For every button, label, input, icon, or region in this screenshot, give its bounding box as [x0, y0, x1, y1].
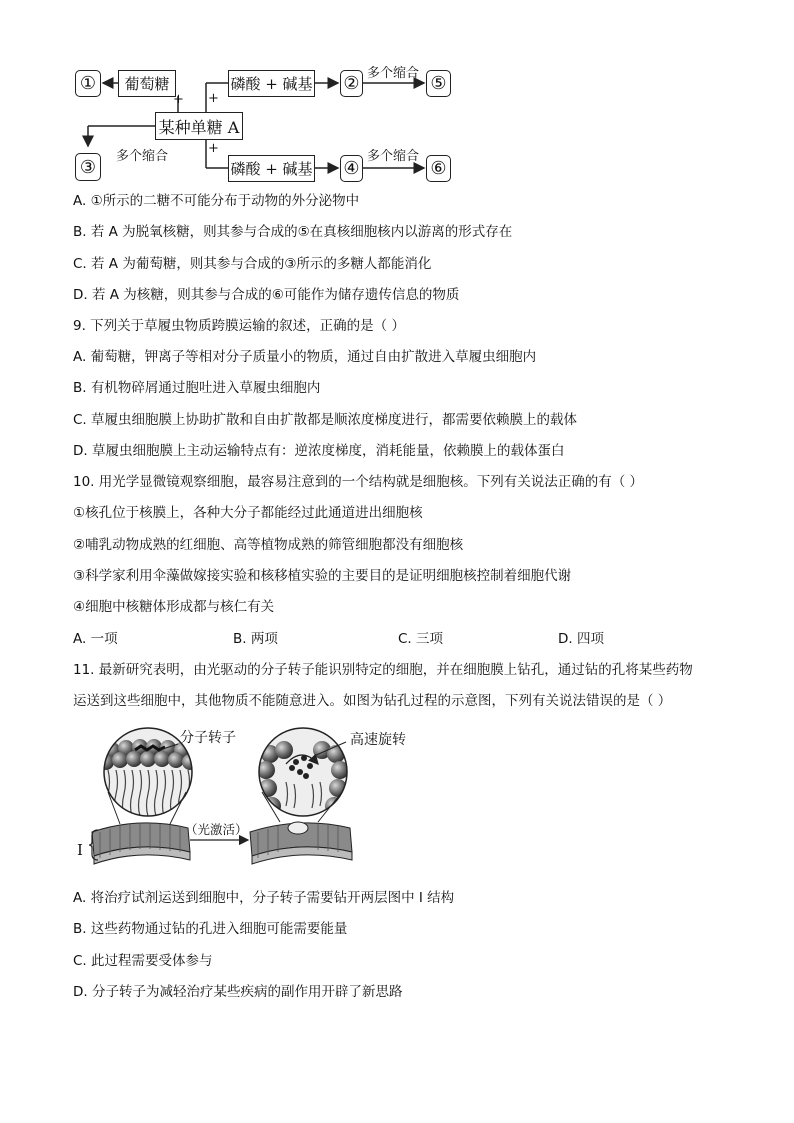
product-4: ④ — [340, 155, 363, 182]
q8-option-b: B. 若 A 为脱氧核糖，则其参与合成的⑤在真核细胞核内以游离的形式存在 — [73, 224, 513, 240]
q10-statement-3: ③科学家利用伞藻做嫁接实验和核移植实验的主要目的是证明细胞核控制着细胞代谢 — [73, 568, 572, 584]
sugar-a-box: 某种单糖 A — [155, 112, 243, 140]
label-structure-i: I — [77, 841, 83, 859]
q10-option-b: B. 两项 — [233, 631, 278, 647]
plus-sign: + — [208, 91, 219, 106]
glucose-box: 葡萄糖 — [118, 70, 176, 97]
q11-option-b: B. 这些药物通过钻的孔进入细胞可能需要能量 — [73, 921, 348, 937]
q10-statement-4: ④细胞中核糖体形成都与核仁有关 — [73, 599, 275, 615]
q9-option-c: C. 草履虫细胞膜上协助扩散和自由扩散都是顺浓度梯度进行，都需要依赖膜上的载体 — [73, 412, 578, 428]
condense-label-top: 多个缩合 — [367, 66, 420, 81]
label-molecular-rotor: 分子转子 — [180, 730, 236, 746]
q11-option-c: C. 此过程需要受体参与 — [73, 953, 213, 969]
q10-option-d: D. 四项 — [558, 631, 604, 647]
q11-option-a: A. 将治疗试剂运送到细胞中，分子转子需要钻开两层图中 I 结构 — [73, 890, 455, 906]
q11-stem-line2: 运送到这些细胞中，其他物质不能随意进入。如图为钻孔过程的示意图，下列有关说法错误的是（ ） — [73, 693, 672, 709]
q9-option-d: D. 草履虫细胞膜上主动运输特点有：逆浓度梯度，消耗能量，依赖膜上的载体蛋白 — [73, 443, 565, 459]
product-1: ① — [75, 70, 101, 97]
label-light-activation: （光激活） — [185, 822, 248, 837]
label-high-speed-rotation: 高速旋转 — [350, 732, 406, 748]
q8-option-c: C. 若 A 为葡萄糖，则其参与合成的③所示的多糖人都能消化 — [73, 256, 432, 272]
molecular-rotor-figure — [0, 720, 794, 880]
product-3: ③ — [75, 153, 101, 181]
q9-option-a: A. 葡萄糖，钾离子等相对分子质量小的物质，通过自由扩散进入草履虫细胞内 — [73, 349, 537, 365]
condense-label-left: 多个缩合 — [116, 149, 169, 164]
q10-option-c: C. 三项 — [398, 631, 444, 647]
product-2: ② — [340, 70, 363, 97]
q9-stem: 9. 下列关于草履虫物质跨膜运输的叙述，正确的是（ ） — [73, 318, 405, 334]
q11-stem-line1: 11. 最新研究表明，由光驱动的分子转子能识别特定的细胞，并在细胞膜上钻孔，通过钻的孔将某些药物 — [73, 662, 693, 678]
product-6: ⑥ — [426, 155, 451, 182]
q10-statement-1: ①核孔位于核膜上，各种大分子都能经过此通道进出细胞核 — [73, 505, 423, 521]
q8-option-a: A. ①所示的二糖不可能分布于动物的外分泌物中 — [73, 193, 360, 209]
q10-option-a: A. 一项 — [73, 631, 118, 647]
plus-sign: + — [173, 92, 184, 107]
condense-label-bottom: 多个缩合 — [367, 149, 420, 164]
q11-option-d: D. 分子转子为减轻治疗某些疾病的副作用开辟了新思路 — [73, 984, 403, 1000]
q10-statement-2: ②哺乳动物成熟的红细胞、高等植物成熟的筛管细胞都没有细胞核 — [73, 537, 464, 553]
phosphate-base-box-bottom: 磷酸 + 碱基 — [228, 155, 315, 182]
phosphate-base-box-top: 磷酸 + 碱基 — [228, 70, 315, 97]
q9-option-b: B. 有机物碎屑通过胞吐进入草履虫细胞内 — [73, 380, 321, 396]
diagram-connectors — [0, 0, 794, 200]
product-5: ⑤ — [426, 70, 451, 97]
q8-option-d: D. 若 A 为核糖，则其参与合成的⑥可能作为储存遗传信息的物质 — [73, 287, 460, 303]
q10-stem: 10. 用光学显微镜观察细胞，最容易注意到的一个结构就是细胞核。下列有关说法正确的有（ ） — [73, 474, 644, 490]
plus-sign: + — [208, 141, 219, 156]
